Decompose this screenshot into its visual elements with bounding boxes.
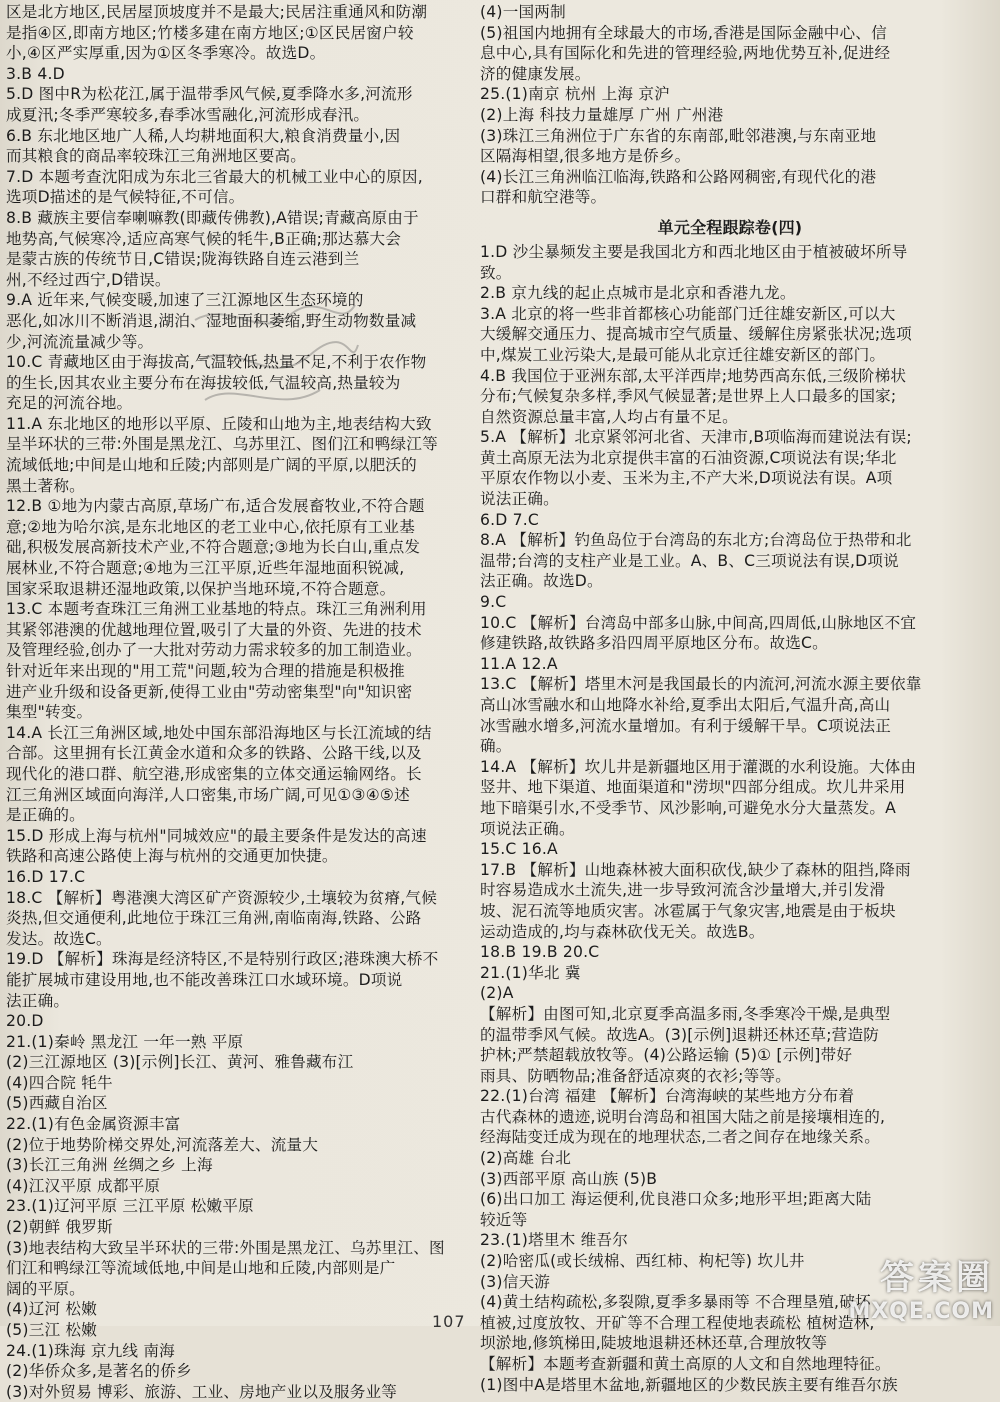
text-line: 10.C 青藏地区由于海拔高,气温较低,热量不足,不利于农作物 (6, 353, 427, 372)
text-line: 2.B 京九线的起止点城市是北京和香港九龙。 (480, 284, 796, 303)
page-number: 107 (432, 1312, 466, 1331)
text-line: 少,河流流量减少等。 (6, 332, 154, 351)
text-line: 20.D (6, 1012, 44, 1031)
text-line: 国家采取退耕还湿地政策,以保护当地环境,不符合题意。 (6, 579, 396, 598)
text-line: 中,煤炭工业污染大,是最可能从北京迁往雄安新区的部门。 (480, 345, 886, 364)
text-line: 现代化的港口群、航空港,形成密集的立体交通运输网络。长 (6, 764, 422, 783)
text-line: 黄土高原无法为北京提供丰富的石油资源,C项说法有误;华北 (480, 448, 897, 467)
text-line: (1)图中A是塔里木盆地,新疆地区的少数民族主要有维吾尔族 (480, 1375, 898, 1394)
text-line: 说法正确。 (480, 490, 559, 509)
text-line: 是指④区,即南方地区;竹楼多建在南方地区;①区民居窗户较 (6, 23, 414, 42)
text-line: 【解析】由图可知,北京夏季高温多雨,冬季寒冷干燥,是典型 (480, 1004, 891, 1023)
text-line: 恶化,如冰川不断消退,湖泊、湿地面积萎缩,野生动物数量减 (6, 311, 417, 330)
text-line: 展林业,不符合题意;④地为三江平原,近些年湿地面积锐减, (6, 559, 405, 578)
text-line: 3.B 4.D (6, 64, 65, 83)
text-line: 铁路和高速公路使上海与杭州的交通更加快捷。 (6, 847, 338, 866)
text-line: (3)信天游 (480, 1272, 551, 1291)
text-line: 础,积极发展高新技术产业,不符合题意;③地为长白山,重点发 (6, 538, 421, 557)
text-line: 25.(1)南京 杭州 上海 京沪 (480, 85, 670, 104)
text-line: 植被,过度放牧、开矿等不合理工程使地表疏松 植树造林, (480, 1313, 875, 1332)
text-line: 流域低地;中间是山地和丘陵;内部则是广阔的平原,以肥沃的 (6, 456, 417, 475)
text-line: 时容易造成水土流失,进一步导致河流含沙量增大,并引发滑 (480, 881, 886, 900)
text-line: 针对近年来出现的"用工荒"问题,较为合理的措施是积极推 (6, 662, 405, 680)
text-line: 是正确的。 (6, 806, 85, 825)
text-line: 21.(1)华北 冀 (480, 963, 581, 982)
text-line: (2)华侨众多,是著名的侨乡 (6, 1362, 192, 1381)
text-line: 坡、泥石流等地质灾害。冰雹属于气象灾害,地震是由于板块 (480, 901, 896, 920)
right-top-block (480, 2, 980, 208)
text-line: 合部。这里拥有长江黄金水道和众多的铁路、公路干线,以及 (6, 744, 422, 763)
text-line: 经海陆变迁成为现在的地理状态,二者之间存在地缘关系。 (480, 1128, 881, 1147)
text-line: 6.D 7.C (480, 510, 540, 529)
text-line: 们江和鸭绿江等流域低地,中间是山地和丘陵,内部则是广 (6, 1259, 396, 1278)
text-line: (2)A (480, 984, 514, 1003)
text-line: 8.B 藏族主要信奉喇嘛教(即藏传佛教),A错误;青藏高原由于 (6, 208, 419, 227)
text-line: 22.(1)有色金属资源丰富 (6, 1115, 181, 1134)
text-line: (3)西部平原 高山族 (5)B (480, 1169, 658, 1188)
text-line: (5)祖国内地拥有全球最大的市场,香港是国际金融中心、信 (480, 23, 887, 42)
text-line: 21.(1)秦岭 黑龙江 一年一熟 平原 (6, 1032, 244, 1051)
text-line: 江三角洲区域面向海洋,人口密集,市场广阔,可见①③④⑤述 (6, 785, 410, 804)
text-line: (6)出口加工 海运便利,优良港口众多;地形平坦;距离大陆 (480, 1190, 872, 1209)
text-line: 小,④区严实厚重,因为①区冬季寒冷。故选D。 (6, 44, 326, 63)
text-line: 竖井、地下渠道、地面渠道和"涝坝"四部分组成。坎儿井采用 (480, 778, 906, 797)
text-line: 项说法正确。 (480, 819, 575, 838)
text-line: 而其粮食的商品率较珠江三角洲地区要高。 (6, 147, 307, 166)
text-line: 14.A 【解析】坎儿井是新疆地区用于灌溉的水利设施。大体由 (480, 757, 917, 776)
text-line: 11.A 东北地区的地形以平原、丘陵和山地为主,地表结构大致 (6, 414, 432, 433)
text-line: 地下暗渠引水,不受季节、风沙影响,可避免水分大量蒸发。A (480, 798, 897, 817)
text-line: (3)地表结构大致呈半环状的三带:外围是黑龙江、乌苏里江、图 (6, 1238, 445, 1257)
text-line: (2)三江源地区 (3)[示例]长江、黄河、雅鲁藏布江 (6, 1053, 354, 1072)
text-line: (4)长江三角洲临江临海,铁路和公路网稠密,有现代化的港 (480, 167, 877, 186)
text-line: 充足的河流谷地。 (6, 394, 133, 413)
text-line: 9.C (480, 593, 507, 612)
text-line: (4)辽河 松嫩 (6, 1300, 98, 1319)
text-line: 24.(1)珠海 京九线 南海 (6, 1341, 175, 1360)
text-line: 7.D 本题考查沈阳成为东北三省最大的机械工业中心的原因, (6, 167, 423, 186)
text-line: 5.D 图中R为松花江,属于温带季风气候,夏季降水多,河流形 (6, 85, 413, 104)
text-line: 6.B 东北地区地广人稀,人均耕地面积大,粮食消费量小,因 (6, 126, 401, 145)
text-line: 温带;台湾的支柱产业是工业。A、B、C三项说法有误,D项说 (480, 551, 899, 570)
text-line: (2)高雄 台北 (480, 1149, 572, 1168)
text-line: 选项D描述的是气候特征,不可信。 (6, 188, 245, 207)
text-line: 15.D 形成上海与杭州"同城效应"的最主要条件是发达的高速 (6, 826, 427, 845)
text-line: 19.D 【解析】珠海是经济特区,不是特别行政区;港珠澳大桥不 (6, 950, 439, 969)
text-line: 是蒙古族的传统节日,C错误;陇海铁路自连云港到兰 (6, 250, 360, 269)
text-line: 阔的平原。 (6, 1279, 85, 1298)
text-line: 修建铁路,故铁路多沿四周平原地区分布。故选C。 (480, 634, 828, 653)
text-line: 高山冰雪融水和山地降水补给,夏季出太阳后,气温升高,高山 (480, 696, 891, 714)
text-line: 12.B ①地为内蒙古高原,草场广布,适合发展畜牧业,不符合题 (6, 497, 425, 516)
text-line: 11.A 12.A (480, 654, 558, 673)
text-line: (2)上海 科技力量雄厚 广州 广州港 (480, 105, 724, 124)
text-line: 州,不经过西宁,D错误。 (6, 270, 171, 289)
text-line: 23.(1)辽河平原 三江平原 松嫩平原 (6, 1197, 254, 1216)
text-line: 其紧邻港澳的优越地理位置,吸引了大量的外资、先进的技术 (6, 620, 422, 639)
text-line: 坝淤地,修筑梯田,陡坡地退耕还林还草,合理放牧等 (480, 1334, 828, 1353)
text-line: 18.C 【解析】粤港澳大湾区矿产资源较少,土壤较为贫瘠,气候 (6, 888, 438, 907)
text-line: 集型"转变。 (6, 703, 93, 722)
text-line: 炎热,但交通便利,此地位于珠江三角洲,南临南海,铁路、公路 (6, 909, 422, 928)
text-line: 分布;气候复杂多样,季风气候显著;是世界上人口最多的国家; (480, 387, 897, 406)
text-line: 16.D 17.C (6, 867, 86, 886)
text-line: (3)长江三角洲 丝绸之乡 上海 (6, 1156, 213, 1175)
site-watermark-logo (848, 1250, 994, 1324)
text-line: 区是北方地区,民居屋顶坡度并不是最大;民居注重通风和防潮 (6, 3, 428, 21)
text-line: 5.A 【解析】北京紧邻河北省、天津市,B项临海而建说法有误; (480, 428, 912, 447)
text-line: 护林;严禁超载放牧等。(4)公路运输 (5)① [示例]带好 (480, 1046, 853, 1065)
text-line: 法正确。 (6, 991, 70, 1010)
section-title: 单元全程跟踪卷(四) (657, 217, 803, 237)
text-line: (4)一国两制 (480, 3, 566, 21)
right-column (480, 2, 980, 1395)
text-line: 确。 (480, 737, 512, 756)
watermark-cn: 答案圈 (880, 1258, 994, 1298)
text-line: 自然资源总量丰富,人均占有量不足。 (480, 407, 738, 426)
text-line: 区隔海相望,很多地方是侨乡。 (480, 147, 691, 166)
text-line: 平原农作物以小麦、玉米为主,不产大米,D项说法有误。A项 (480, 469, 893, 488)
text-line: 息中心,具有国际化和先进的管理经验,两地优势互补,促进经 (480, 44, 891, 63)
text-line: 10.C 【解析】台湾岛中部多山脉,中间高,四周低,山脉地区不宜 (480, 613, 917, 632)
text-line: 的生长,因其农业主要分布在海拔较低,气温较高,热量较为 (6, 373, 401, 392)
text-line: 成夏汛;冬季严寒较多,春季冰雪融化,河流形成春汛。 (6, 105, 370, 124)
text-line: 1.D 沙尘暴频发主要是我国北方和西北地区由于植被破坏所导 (480, 242, 908, 261)
text-line: 较近等 (480, 1210, 528, 1229)
text-line: 14.A 长江三角洲区域,地处中国东部沿海地区与长江流域的结 (6, 723, 432, 742)
text-line: 致。 (480, 263, 512, 282)
text-line: 能扩展城市建设用地,也不能改善珠江口水域环境。D项说 (6, 970, 403, 989)
text-line: (2)位于地势阶梯交界处,河流落差大、流量大 (6, 1135, 319, 1154)
left-column (6, 2, 476, 1402)
text-line: 意;②地为哈尔滨,是东北地区的老工业中心,依托原有工业基 (6, 517, 415, 536)
text-line: 黑土著称。 (6, 476, 85, 495)
text-line: (2)哈密瓜(或长绒棉、西红柿、枸杞等) 坎儿井 (480, 1252, 805, 1271)
text-line: (4)四合院 牦牛 (6, 1073, 113, 1092)
text-line: 9.A 近年来,气候变暖,加速了三江源地区生态环境的 (6, 291, 364, 310)
text-line: 法正确。故选D。 (480, 572, 603, 591)
text-line: 雨具、防晒物品;准备舒适凉爽的衣衫;等等。 (480, 1066, 791, 1085)
right-bottom-block (480, 242, 980, 1395)
text-line: 17.B 【解析】山地森林被大面积砍伐,缺少了森林的阻挡,降雨 (480, 860, 911, 879)
text-line: 22.(1)台湾 福建 【解析】台湾海峡的某些地方分布着 (480, 1087, 855, 1106)
text-line: (5)三江 松嫩 (6, 1321, 98, 1339)
text-line: 13.C 【解析】塔里木河是我国最长的内流河,河流水源主要依靠 (480, 675, 922, 694)
text-line: 发达。故选C。 (6, 929, 112, 948)
text-line: 口群和航空港等。 (480, 188, 607, 207)
text-line: 古代森林的遗迹,说明台湾岛和祖国大陆之前是接壤相连的, (480, 1107, 886, 1126)
text-line: (4)江汉平原 成都平原 (6, 1176, 161, 1195)
text-line: 4.B 我国位于亚洲东部,太平洋西岸;地势西高东低,三级阶梯状 (480, 366, 907, 385)
text-line: 【解析】本题考查新疆和黄土高原的人文和自然地理特征。 (480, 1355, 891, 1373)
text-line: 大缓解交通压力、提高城市空气质量、缓解住房紧张状况;选项 (480, 325, 912, 344)
text-line: (5)西藏自治区 (6, 1094, 108, 1113)
text-line: 地势高,气候寒冷,适应高寒气候的牦牛,B正确;那达慕大会 (6, 229, 402, 248)
text-line: (3)珠江三角洲位于广东省的东南部,毗邻港澳,与东南亚地 (480, 126, 877, 145)
text-line: 13.C 本题考查珠江三角洲工业基地的特点。珠江三角洲利用 (6, 600, 427, 619)
text-line: 运动造成的,均与森林砍伐无关。故选B。 (480, 922, 765, 941)
text-line: 冰雪融水增多,河流水量增加。有利于缓解干旱。C项说法正 (480, 716, 892, 735)
text-line: (2)朝鲜 俄罗斯 (6, 1218, 113, 1237)
text-line: 呈半环状的三带:外围是黑龙江、乌苏里江、图们江和鸭绿江等 (6, 435, 438, 454)
text-line: 23.(1)塔里木 维吾尔 (480, 1231, 629, 1250)
text-line: (3)对外贸易 博彩、旅游、工业、房地产业以及服务业等 (6, 1382, 398, 1401)
text-line: 进产业升级和设备更新,使得工业由"劳动密集型"向"知识密 (6, 682, 413, 701)
text-line: 18.B 19.B 20.C (480, 943, 600, 962)
text-line: 的温带季风气候。故选A。(3)[示例]退耕还林还草;营造防 (480, 1025, 880, 1044)
text-line: (4)黄土结构疏松,多裂隙,夏季多暴雨等 不合理垦殖,破坏 (480, 1293, 871, 1312)
text-line: 及管理经验,创办了一大批对劳动力需求较多的加工制造业。 (6, 641, 422, 660)
watermark-en: MXQE.COM (848, 1299, 994, 1324)
text-line: 15.C 16.A (480, 840, 558, 859)
text-line: 济的健康发展。 (480, 64, 591, 83)
text-line: 8.A 【解析】钓鱼岛位于台湾岛的东北方;台湾岛位于热带和北 (480, 531, 912, 550)
text-line: 3.A 北京的将一些非首都核心功能部门迁往雄安新区,可以大 (480, 304, 896, 323)
